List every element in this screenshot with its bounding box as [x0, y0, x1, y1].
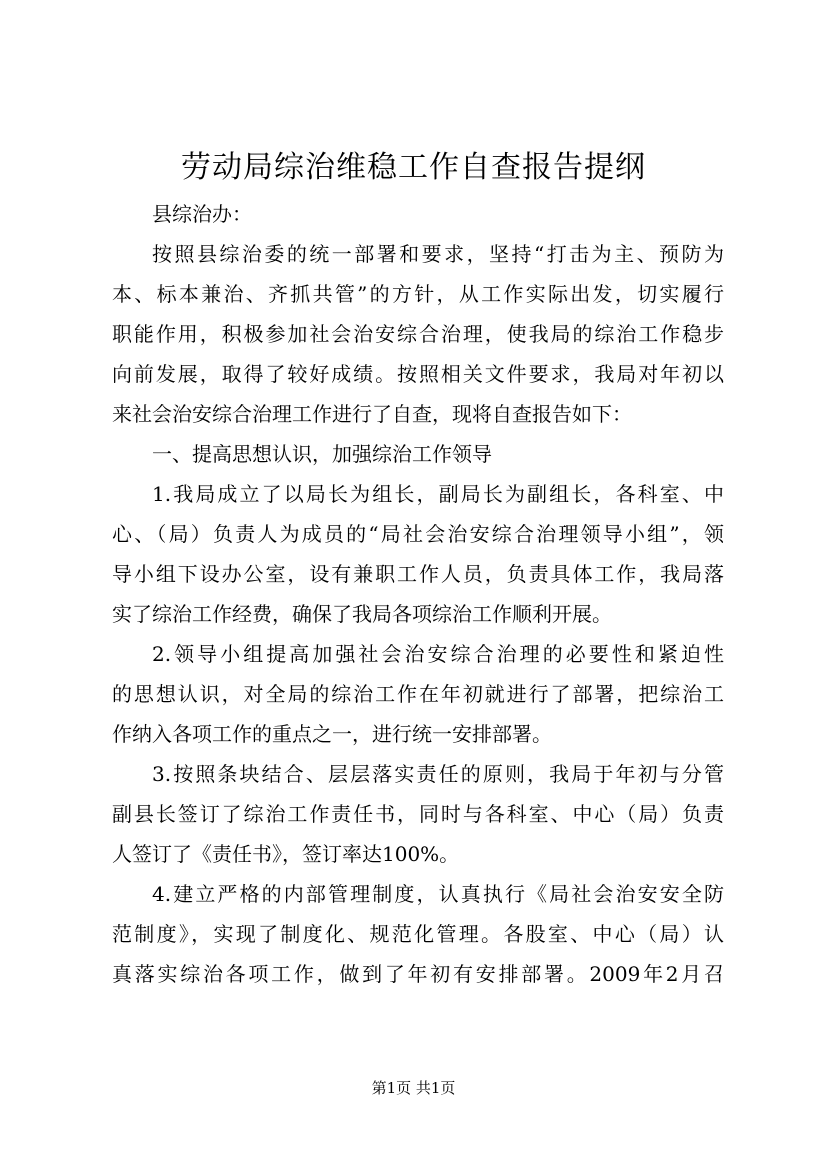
- body-line: 向前发展，取得了较好成绩。按照相关文件要求，我局对年初以: [112, 362, 724, 386]
- document-title: 劳动局综治维稳工作自查报告提纲: [181, 150, 646, 185]
- body-line: 按照县综治委的统一部署和要求，坚持“打击为主、预防为: [152, 242, 724, 266]
- body-line: 导小组下设办公室，设有兼职工作人员，负责具体工作，我局落: [112, 562, 724, 586]
- page-footer: 第1页 共1页: [371, 1079, 456, 1097]
- body-line: 县综治办：: [152, 202, 252, 226]
- body-line: 一、提高思想认识，加强综治工作领导: [152, 442, 492, 466]
- body-line: 2.领导小组提高加强社会治安综合治理的必要性和紧迫性: [152, 642, 724, 666]
- body-line: 人签订了《责任书》，签订率达100%。: [112, 842, 460, 866]
- body-line: 的思想认识，对全局的综治工作在年初就进行了部署，把综治工: [112, 682, 724, 706]
- body-line: 作纳入各项工作的重点之一，进行统一安排部署。: [112, 722, 552, 746]
- body-line: 职能作用，积极参加社会治安综合治理，使我局的综治工作稳步: [112, 322, 724, 346]
- body-line: 3.按照条块结合、层层落实责任的原则，我局于年初与分管: [152, 762, 724, 786]
- body-line: 本、标本兼治、齐抓共管”的方针，从工作实际出发，切实履行: [112, 282, 724, 306]
- body-line: 4.建立严格的内部管理制度，认真执行《局社会治安安全防: [152, 882, 724, 906]
- body-line: 心、（局）负责人为成员的“局社会治安综合治理领导小组”，领: [112, 522, 724, 546]
- body-line: 范制度》，实现了制度化、规范化管理。各股室、中心（局）认: [112, 922, 724, 946]
- body-line: 来社会治安综合治理工作进行了自查，现将自查报告如下：: [112, 402, 632, 426]
- body-line: 真落实综治各项工作，做到了年初有安排部署。2009年2月召: [112, 962, 724, 986]
- body-line: 副县长签订了综治工作责任书，同时与各科室、中心（局）负责: [112, 802, 724, 826]
- body-line: 1.我局成立了以局长为组长，副局长为副组长，各科室、中: [152, 482, 724, 506]
- body-line: 实了综治工作经费，确保了我局各项综治工作顺利开展。: [112, 602, 612, 626]
- document-body: [112, 194, 724, 994]
